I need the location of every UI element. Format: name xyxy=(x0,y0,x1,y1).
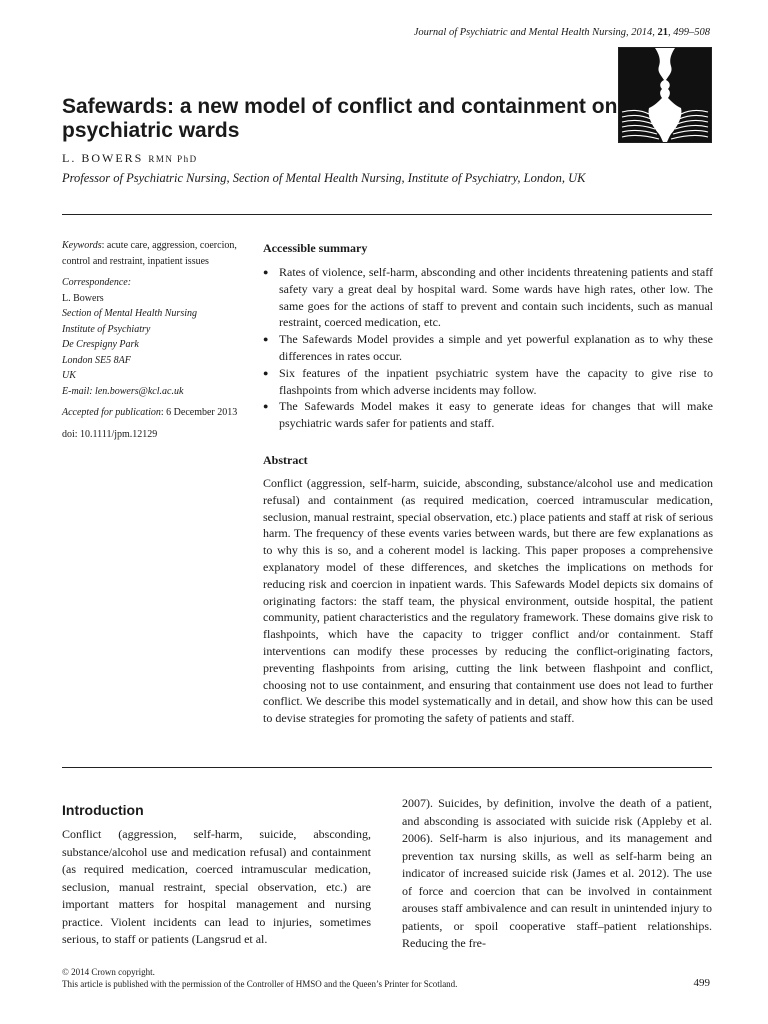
correspondence-line: Section of Mental Health Nursing xyxy=(62,308,197,319)
correspondence-line: De Crespigny Park xyxy=(62,339,139,350)
correspondence-label: Correspondence: xyxy=(62,277,132,288)
accepted-value: : 6 December 2013 xyxy=(160,407,238,418)
correspondence-line: Institute of Psychiatry xyxy=(62,323,151,335)
accepted-date xyxy=(62,405,252,421)
author-affiliation: Professor of Psychiatric Nursing, Section of Mental Health Nursing, Institute of Psychiatry, London, UK xyxy=(62,171,586,185)
footer-copyright xyxy=(62,966,457,990)
correspondence xyxy=(62,275,252,399)
journal-volume: 21 xyxy=(657,27,668,38)
summary-heading: Accessible summary xyxy=(263,241,368,255)
keywords-list: : acute care, aggression, coercion, control and restraint, inpatient issues xyxy=(62,240,237,267)
article-sidebar xyxy=(62,238,252,448)
two-faces-silhouette-icon xyxy=(619,48,711,142)
correspondence-name: L. Bowers xyxy=(62,292,104,304)
summary-bullet: ● The Safewards Model provides a simple and yet powerful explanation as to why these differences in rates occur. xyxy=(263,331,713,365)
abstract-text: Conflict (aggression, self-harm, suicide, absconding, substance/alcohol use and medication refusal) and containment (as required medication, coerced intramuscular medication, seclusion, manual restraint, special observation, etc.) place patients and staff at risk of serious harm. The frequency of these events varies between wards, but there are few explanations as to why this is so, and a coherent model is lacking. This paper proposes a comprehensive explanatory model of these differences, and sketches the implications on methods for reducing risk and coercion in inpatient wards. This Safewards Model depicts six domains of originating factors: the staff team, the physical environment, outside hospital, the patient community, patient characteristics and the regulatory framework. These domains give risk to flashpoints, which have the capacity to trigger conflict and/or containment. Staff interventions can modify these processes by reducing the conflict-originating factors, preventing flashpoints from arising, cutting the link between flashpoint and conflict, choosing not to use containment, and ensuring that containment use does not lead to further conflict. We describe this model systematically and in detail, and show how this can be used to devise strategies for promoting the safety of patients and staff. xyxy=(263,476,713,726)
accepted-label: Accepted for publication xyxy=(62,407,161,418)
journal-pages: , 499–508 xyxy=(668,27,710,38)
copyright-line: © 2014 Crown copyright. xyxy=(62,967,155,977)
summary-bullet: ● The Safewards Model makes it easy to generate ideas for changes that will make psychiatric wards safer for patients and staff. xyxy=(263,398,713,432)
author-line xyxy=(62,151,198,166)
author-credentials: RMN PhD xyxy=(148,154,198,164)
doi[interactable]: doi: 10.1111/jpm.12129 xyxy=(62,428,158,440)
summary-bullet: ● Six features of the inpatient psychiatric system have the capacity to give rise to flashpoints from which adverse incidents may follow. xyxy=(263,365,713,399)
journal-year: 2014, xyxy=(631,27,658,38)
abstract-divider xyxy=(62,767,712,768)
correspondence-line: UK xyxy=(62,370,76,381)
summary-list xyxy=(263,264,713,432)
permission-line: This article is published with the permission of the Controller of HMSO and the Queen’s Printer for Scotland. xyxy=(62,979,458,989)
correspondence-line: London SE5 8AF xyxy=(62,354,131,366)
abstract-heading: Abstract xyxy=(263,453,308,467)
journal-name: Journal of Psychiatric and Mental Health Nursing, xyxy=(413,27,632,38)
author-name: L. BOWERS xyxy=(62,151,144,165)
journal-header xyxy=(414,27,710,38)
article-title: Safewards: a new model of conflict and containment on psychiatric wards xyxy=(62,95,618,142)
journal-logo xyxy=(618,47,712,143)
summary-bullet: ● Rates of violence, self-harm, absconding and other incidents threatening patients and staff safety vary a great deal by hospital ward. Some wards have high rates, other low. The same goes for the actions of staff to prevent and contain such incidents, such as manual restraint, coerced medication, etc. xyxy=(263,264,713,331)
correspondence-email[interactable]: E-mail: len.bowers@kcl.ac.uk xyxy=(62,385,184,397)
introduction-text-right: 2007). Suicides, by definition, involve the death of a patient, and absconding is associated with suicide risk (Appleby et al. 2006). Self-harm is also injurious, and its management and prevention tax nursing skills, as well as self-harm being an indicator of increased suicide risk (James et al. 2012). The use of force and coercion that can be involved in containment arouses staff ambivalence and can result in unintended injury to patients, or spoil cooperative staff–patient relationships. Reducing the fre- xyxy=(402,796,712,950)
keywords xyxy=(62,238,252,269)
header-divider xyxy=(62,214,712,215)
introduction-heading: Introduction xyxy=(62,802,144,818)
page-number: 499 xyxy=(693,977,710,989)
keywords-label: Keywords xyxy=(62,240,102,251)
introduction-text-left: Conflict (aggression, self-harm, suicide, absconding, substance/alcohol use and medication refusal) and containment (as required medication, coerced intramuscular medication, seclusion, manual restraint, special observation, etc.) are important matters for hospital management and nursing practice. Violent incidents can lead to injuries, sometimes serious, to staff or patients (Langsrud et al. xyxy=(62,827,371,946)
